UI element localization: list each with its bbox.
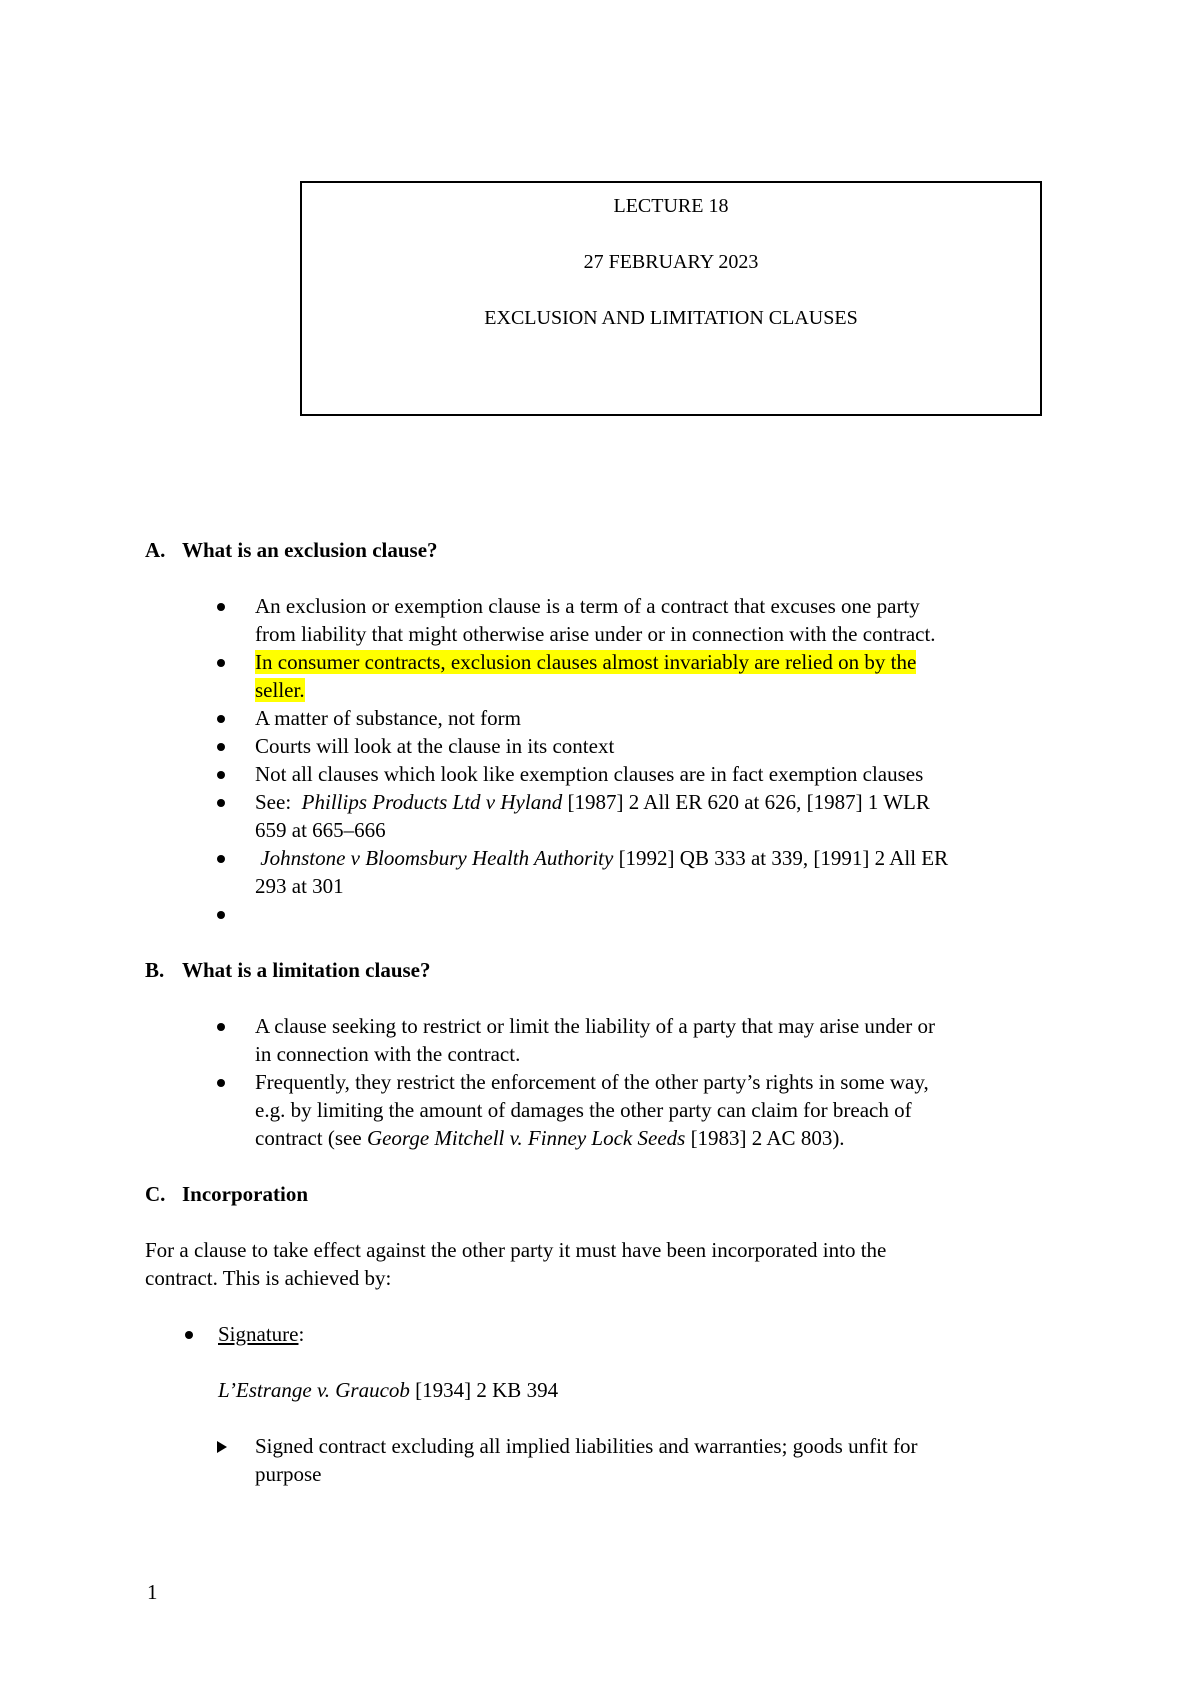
list-item: Signature: [145, 1320, 1045, 1348]
lecture-number: LECTURE 18 [613, 195, 729, 217]
lecture-date: 27 FEBRUARY 2023 [583, 251, 759, 273]
list-item: Not all clauses which look like exemption clauses are in fact exemption clauses [145, 760, 1065, 788]
section-c-heading: C. Incorporation [145, 1182, 308, 1206]
lecture-topic: EXCLUSION AND LIMITATION CLAUSES [484, 307, 858, 329]
section-a-list [145, 592, 1065, 928]
title-box [300, 181, 1042, 416]
list-item: A matter of substance, not form [145, 704, 1065, 732]
incorporation-intro: For a clause to take effect against the other party it must have been incorporated into the contract. This is achieved by: [145, 1238, 887, 1290]
list-item-empty [145, 900, 1065, 928]
bullet-icon [217, 855, 225, 863]
case-name: L’Estrange v. Graucob [218, 1378, 410, 1402]
bullet-icon [185, 1331, 193, 1339]
list-item: Courts will look at the clause in its context [145, 732, 1065, 760]
list-item: A clause seeking to restrict or limit the liability of a party that may arise under or in connection with the contract. [145, 1012, 1065, 1068]
bullet-icon [217, 603, 225, 611]
section-b-list [145, 1012, 1065, 1152]
list-item-highlighted: In consumer contracts, exclusion clauses almost invariably are relied on by the seller. [145, 648, 1065, 704]
page-number: 1 [147, 1580, 158, 1604]
case-reference: L’Estrange v. Graucob [1934] 2 KB 394 [218, 1378, 559, 1402]
list-item: Signed contract excluding all implied liabilities and warranties; goods unfit for purpose [145, 1432, 1065, 1488]
bullet-icon [217, 1079, 225, 1087]
list-item: Johnstone v Bloomsbury Health Authority [1992] QB 333 at 339, [1991] 2 All ER 293 at 301 [145, 844, 1065, 900]
incorporation-list [145, 1320, 1045, 1348]
list-item: See: Phillips Products Ltd v Hyland [1987] 2 All ER 620 at 626, [1987] 1 WLR 659 at 665–666 [145, 788, 1065, 844]
case-name: George Mitchell v. Finney Lock Seeds [366, 1126, 686, 1150]
arrow-bullet-icon [217, 1441, 227, 1453]
bullet-icon [217, 659, 225, 667]
bullet-icon [217, 911, 225, 919]
list-item: An exclusion or exemption clause is a term of a contract that excuses one party from liability that might otherwise arise under or in connection with the contract. [145, 592, 1065, 648]
list-item: Frequently, they restrict the enforcement of the other party’s rights in some way, e.g. by limiting the amount of damages the other party can claim for breach of contract (see George Mitchell v. Finney Lock Seeds [1983] 2 AC 803). [145, 1068, 1065, 1152]
signature-label: Signature [218, 1322, 299, 1346]
bullet-icon [217, 743, 225, 751]
case-notes-list [145, 1432, 1065, 1488]
bullet-icon [217, 715, 225, 723]
bullet-icon [217, 799, 225, 807]
bullet-icon [217, 1023, 225, 1031]
case-name: Phillips Products Ltd v Hyland [301, 790, 563, 814]
section-b-heading: B. What is a limitation clause? [145, 958, 431, 982]
case-name: Johnstone v Bloomsbury Health Authority [255, 846, 614, 870]
bullet-icon [217, 771, 225, 779]
section-a-heading: A. What is an exclusion clause? [145, 538, 438, 562]
